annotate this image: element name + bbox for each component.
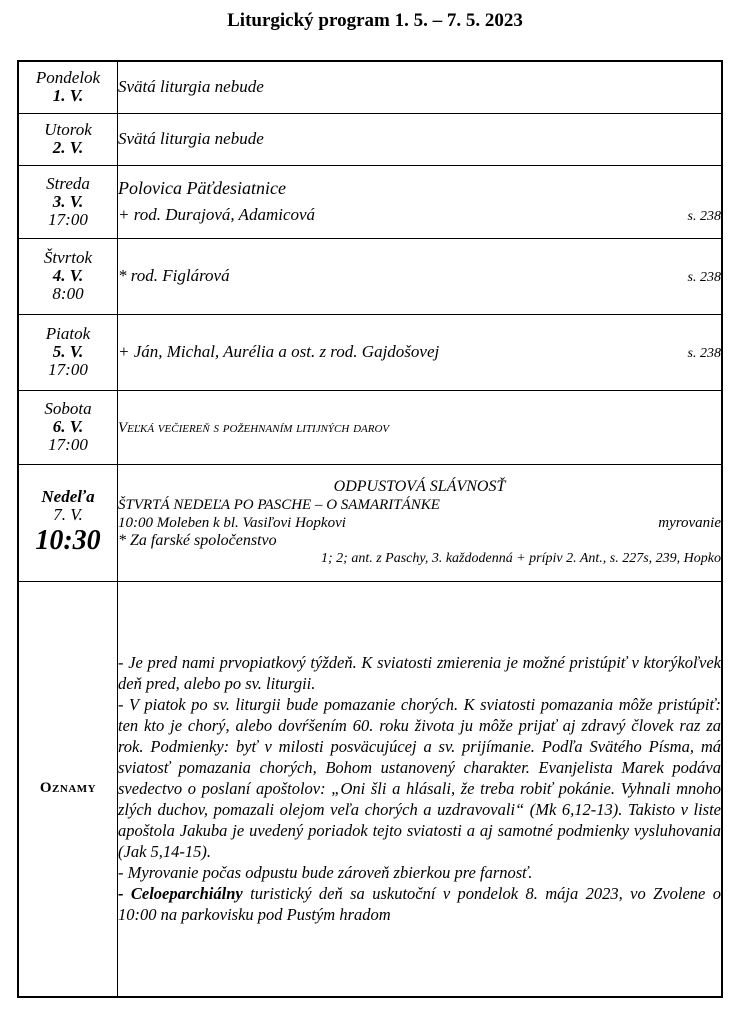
day-content (118, 113, 723, 165)
day-date: 6. V. (52, 417, 84, 436)
liturgy-readings: 1; 2; ant. z Paschy, 3. každodenná + prípiv 2. Ant., s. 227s, 239, Hopko (321, 551, 721, 566)
day-name: Piatok (45, 324, 91, 343)
day-content (118, 61, 723, 113)
day-date: 2. V. (52, 138, 84, 157)
day-name: Pondelok (35, 68, 101, 88)
day-date: 7. V. (53, 504, 83, 524)
page-reference: s. 238 (687, 346, 721, 361)
day-name: Štvrtok (43, 248, 93, 267)
day-content (118, 238, 723, 314)
intention-text: * Za farské spoločenstvo (118, 532, 277, 549)
day-time: 10:30 (35, 524, 101, 556)
announcement: - V piatok po sv. liturgii bude pomazanie chorých. K sviatosti pomazania môže pristúpiť: ten kto je chorý, alebo dovŕšením 60. roku života ju môže prijať aj zdravý človek raz za rok. Podmienky: byť v milosti posväcujúcej a sv. prijímanie. Podľa Svätého Písma, má sviatosť pomazania chorých, Bohom ustanovený charakter. Evanjelista Marek podáva svedectvo o poslaní apoštolov: „Oni šli a hlásali, že treba robiť pokánie. Vyhnali mnoho zlých duchov, pomazali olejom veľa chorých a uzdravovali“ (Mk 6,12-13). Takisto v liste apoštola Jakuba je uvedený poriadok tejto sviatosti a aj samotné podmienky vysluhovania (Jak 5,14-15). (118, 695, 721, 862)
intention-text: * rod. Figlárová (118, 266, 230, 285)
day-time: 17:00 (48, 209, 88, 229)
page-reference: s. 238 (687, 209, 721, 224)
day-content (118, 314, 723, 390)
day-cell (18, 464, 118, 581)
day-name: Nedeľa (41, 486, 95, 506)
intention-text: Svätá liturgia nebude (118, 77, 264, 97)
announcement-bold: - Celoeparchiálny (118, 884, 243, 904)
sunday-name: ŠTVRTÁ NEDEĽA PO PASCHE – O SAMARITÁNKE (118, 497, 440, 513)
day-name: Utorok (44, 120, 92, 139)
oznamy-label: Oznamy (18, 581, 118, 997)
intention-text: Svätá liturgia nebude (118, 129, 264, 148)
table-row (18, 390, 722, 464)
day-cell (18, 113, 118, 165)
intention-text: + Ján, Michal, Aurélia a ost. z rod. Gajdošovej (118, 342, 440, 361)
page-reference: s. 238 (687, 270, 721, 285)
day-cell (18, 165, 118, 238)
feast-title: ODPUSTOVÁ SLÁVNOSŤ (333, 478, 506, 495)
day-cell (18, 238, 118, 314)
day-name: Streda (46, 173, 90, 193)
day-time: 8:00 (52, 284, 84, 303)
announcement-rest: turistický deň sa uskutoční v pondelok 8. mája 2023, vo Zvolene o 10:00 na parkovisku pod Pustým hradom (118, 884, 721, 925)
day-content (118, 165, 723, 238)
announcement: - Myrovanie počas odpustu bude zároveň zbierkou pre farnosť. (118, 863, 533, 883)
day-date: 3. V. (52, 191, 84, 211)
day-cell (18, 314, 118, 390)
liturgical-program-table (17, 60, 723, 998)
day-cell (18, 390, 118, 464)
day-content (118, 464, 723, 581)
announcement (118, 883, 721, 925)
table-row (18, 61, 722, 113)
table-row (18, 113, 722, 165)
day-cell (18, 61, 118, 113)
day-name: Sobota (44, 399, 92, 418)
page-title: Liturgický program 1. 5. – 7. 5. 2023 (227, 10, 523, 31)
myrovanie-text: myrovanie (658, 515, 721, 531)
table-row-sunday (18, 464, 722, 581)
day-date: 5. V. (52, 342, 84, 361)
day-time: 17:00 (48, 360, 88, 379)
day-time: 17:00 (48, 435, 88, 454)
day-date: 4. V. (52, 266, 84, 285)
day-content (118, 390, 723, 464)
table-row-oznamy (18, 581, 722, 997)
announcement: - Je pred nami prvopiatkový týždeň. K sviatosti zmierenia je možné pristúpiť v ktorýkoľvek deň pred, alebo po sv. liturgii. (118, 653, 721, 694)
intention-text: + rod. Durajová, Adamicová (118, 205, 316, 224)
day-date: 1. V. (52, 86, 84, 106)
table-row (18, 238, 722, 314)
moleben-text: 10:00 Moleben k bl. Vasiľovi Hopkovi (118, 515, 346, 531)
oznamy-content (118, 581, 723, 997)
feast-title: Polovica Päťdesiatnice (118, 178, 286, 198)
intention-text: Veľká večiereň s požehnaním litijných darov (118, 420, 390, 436)
table-row (18, 314, 722, 390)
table-row (18, 165, 722, 238)
